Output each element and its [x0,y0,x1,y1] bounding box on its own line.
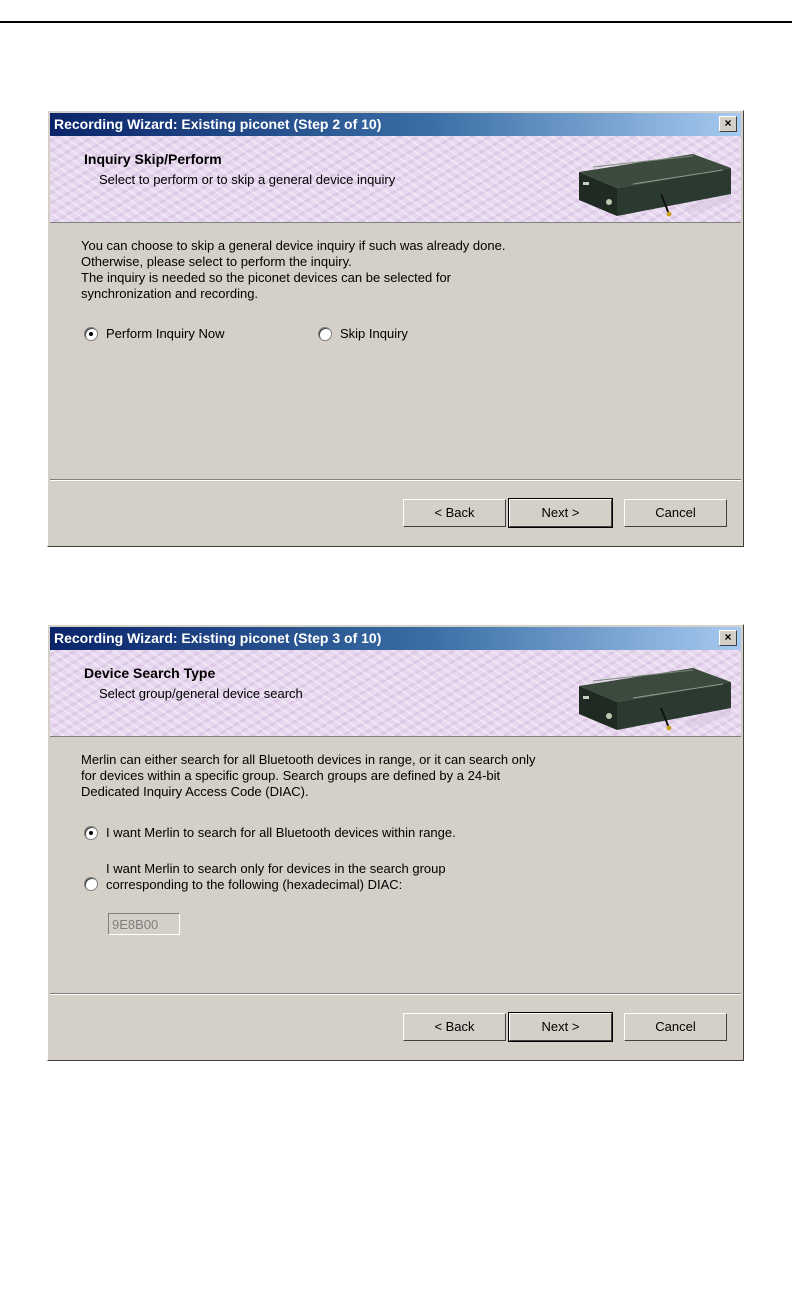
radio-label: I want Merlin to search for all Bluetooth devices within range. [106,825,456,840]
close-button[interactable] [719,116,737,132]
separator [50,993,741,995]
close-icon: × [724,630,732,644]
wizard-dialog-step-2 [47,110,744,547]
body-line: Otherwise, please select to perform the inquiry. [81,254,352,269]
wizard-dialog-step-3 [47,624,744,1061]
title-bar[interactable] [50,113,741,136]
radio-label [106,861,446,893]
wizard-header [50,136,741,223]
body-text [81,238,505,302]
radio-label-line: I want Merlin to search only for devices in the search group [106,861,446,876]
header-subtitle: Select group/general device search [99,686,303,701]
header-title: Device Search Type [84,665,216,681]
next-button[interactable]: Next > [509,499,612,527]
analyzer-device-icon [573,142,735,222]
cancel-button[interactable]: Cancel [624,1013,727,1041]
body-line: You can choose to skip a general device inquiry if such was already done. [81,238,506,253]
radio-skip-inquiry[interactable] [318,326,408,342]
title-bar[interactable] [50,627,741,650]
header-subtitle: Select to perform or to skip a general device inquiry [99,172,396,187]
radio-button-icon[interactable] [84,877,98,891]
radio-button-icon[interactable] [318,327,332,341]
body-line: Dedicated Inquiry Access Code (DIAC). [81,784,309,799]
back-button[interactable]: < Back [403,499,506,527]
diac-input[interactable] [108,913,180,935]
close-icon: × [724,116,732,130]
body-line: synchronization and recording. [81,286,259,301]
radio-label: Skip Inquiry [340,326,408,341]
radio-label-line: corresponding to the following (hexadecimal) DIAC: [106,877,403,892]
back-button[interactable]: < Back [403,1013,506,1041]
body-line: for devices within a specific group. Search groups are defined by a 24-bit [81,768,501,783]
radio-label: Perform Inquiry Now [106,326,225,341]
analyzer-device-icon [573,656,735,736]
window-title: Recording Wizard: Existing piconet (Step 3 of 10) [54,630,382,646]
wizard-header [50,650,741,737]
radio-button-icon[interactable] [84,327,98,341]
next-button[interactable]: Next > [509,1013,612,1041]
radio-search-all[interactable] [84,825,456,841]
radio-search-group[interactable] [84,861,446,893]
page-top-rule [0,21,792,23]
separator [50,479,741,481]
close-button[interactable] [719,630,737,646]
body-line: Merlin can either search for all Bluetooth devices in range, or it can search only [81,752,536,767]
cancel-button[interactable]: Cancel [624,499,727,527]
radio-button-icon[interactable] [84,826,98,840]
body-line: The inquiry is needed so the piconet devices can be selected for [81,270,452,285]
window-title: Recording Wizard: Existing piconet (Step 2 of 10) [54,116,382,132]
body-text [81,752,536,800]
radio-perform-inquiry[interactable] [84,326,224,342]
header-title: Inquiry Skip/Perform [84,151,222,167]
